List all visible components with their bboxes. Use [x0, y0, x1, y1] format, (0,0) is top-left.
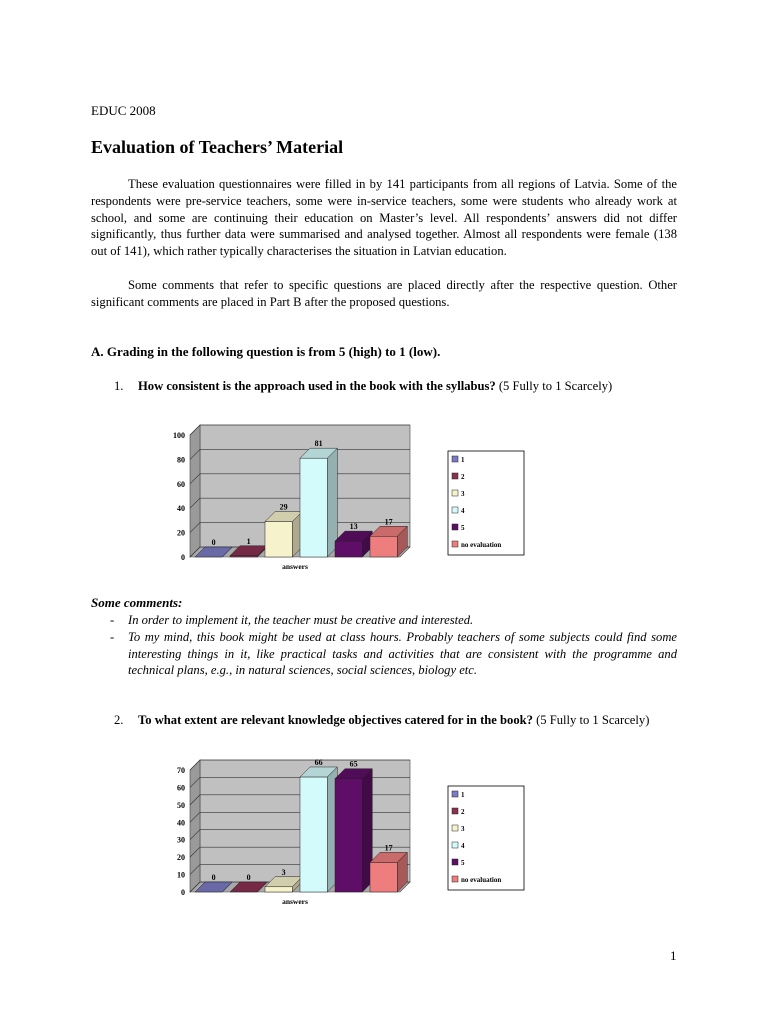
bar-no-evaluation	[370, 536, 397, 557]
legend-label: 3	[461, 825, 465, 833]
question-2	[114, 712, 677, 729]
chart-question-1	[155, 422, 530, 577]
legend-label: 2	[461, 808, 465, 816]
legend-label: 1	[461, 456, 465, 464]
comment-text: To my mind, this book might be used at class hours. Probably teachers of some subjects could find some interesting things in it, like practical tasks and activities that are consistent with the programme and technical plans, e.g., in natural sciences, social sciences, biology etc.	[128, 629, 677, 678]
legend-swatch	[452, 524, 458, 530]
data-label: 3	[281, 867, 286, 877]
data-label: 13	[349, 522, 358, 532]
question-1-scale: (5 Fully to 1 Scarcely)	[495, 379, 613, 393]
data-label: 66	[314, 757, 323, 767]
legend-swatch	[452, 876, 458, 882]
y-tick-label: 70	[177, 766, 185, 775]
bar-4	[300, 777, 327, 892]
x-axis-label: answers	[282, 897, 308, 906]
comment-text: In order to implement it, the teacher must be creative and interested.	[128, 613, 474, 627]
legend-swatch	[452, 859, 458, 865]
page-number: 1	[670, 948, 677, 963]
comments-heading: Some comments:	[91, 595, 183, 610]
bar-3	[265, 522, 292, 557]
question-2-scale: (5 Fully to 1 Scarcely)	[532, 713, 650, 727]
legend-swatch	[452, 842, 458, 848]
question-2-number: 2.	[114, 713, 124, 727]
data-label: 0	[246, 873, 251, 882]
data-label: 17	[384, 517, 393, 527]
comments-list	[110, 612, 677, 679]
chart-question-2	[155, 757, 530, 912]
data-label: 17	[384, 843, 393, 853]
legend-label: no evaluation	[461, 541, 502, 549]
data-label: 1	[246, 536, 251, 546]
legend-label: 4	[461, 507, 465, 515]
legend-swatch	[452, 490, 458, 496]
question-2-text: To what extent are relevant knowledge objectives catered for in the book?	[138, 713, 533, 727]
y-tick-label: 30	[177, 835, 185, 845]
y-tick-label: 10	[177, 870, 185, 880]
chart-side-wall	[190, 760, 200, 892]
question-1-text: How consistent is the approach used in the book with the syllabus?	[138, 379, 496, 393]
legend-swatch	[452, 541, 458, 547]
y-tick-label: 100	[173, 431, 185, 440]
y-tick-label: 40	[177, 504, 185, 514]
y-tick-label: 20	[177, 528, 185, 538]
legend-swatch	[452, 791, 458, 797]
legend-box	[448, 786, 524, 890]
legend-swatch	[452, 456, 458, 462]
data-label: 0	[211, 873, 216, 882]
data-label: 65	[349, 759, 358, 769]
x-axis-label: answers	[282, 562, 308, 571]
question-1	[114, 378, 677, 395]
y-tick-label: 50	[177, 800, 185, 810]
course-code: EDUC 2008	[91, 103, 156, 118]
legend-label: 4	[461, 842, 465, 850]
y-tick-label: 0	[181, 553, 185, 562]
y-tick-label: 0	[181, 888, 185, 897]
comment-item: - In order to implement it, the teacher must be creative and interested.	[110, 613, 474, 627]
intro-paragraph-2: Some comments that refer to specific questions are placed directly after the respective question. Other significant comments are placed in Part B after the proposed questions.	[91, 278, 677, 309]
legend-swatch	[452, 825, 458, 831]
comment-item: - To my mind, this book might be used at class hours. Probably teachers of some subjects could find some interesting things in it, like practical tasks and activities that are consistent with the programme and technical plans, e.g., in natural sciences, social sciences, biology etc.	[110, 629, 677, 678]
legend-label: 5	[461, 524, 465, 532]
legend-label: 1	[461, 791, 465, 799]
data-label: 29	[279, 502, 288, 512]
legend-swatch	[452, 473, 458, 479]
legend-label: 2	[461, 473, 465, 481]
bar-5	[335, 779, 362, 892]
legend-label: 5	[461, 859, 465, 867]
legend-label: no evaluation	[461, 876, 502, 884]
data-label: 0	[211, 538, 216, 547]
legend-swatch	[452, 507, 458, 513]
y-tick-label: 60	[177, 479, 185, 489]
chart-side-wall	[190, 425, 200, 557]
y-tick-label: 20	[177, 853, 185, 863]
bar-no-evaluation	[370, 862, 397, 892]
section-a-heading: A. Grading in the following question is from 5 (high) to 1 (low).	[91, 344, 441, 359]
legend-label: 3	[461, 490, 465, 498]
bar-5	[335, 541, 362, 557]
question-1-number: 1.	[114, 379, 124, 393]
legend-swatch	[452, 808, 458, 814]
intro-paragraph-1: These evaluation questionnaires were filled in by 141 participants from all regions of Latvia. Some of the respondents were pre-service teachers, some were in-service teachers, some were students who already work at school, and some are continuing their education on Master’s level. All respondents’ answers did not differ significantly, thus further data were summarised and analysed together. Almost all respondents were female (138 out of 141), which rather typically characterises the situation in Latvian education.	[91, 177, 677, 259]
data-label: 81	[314, 439, 323, 449]
bar-3	[265, 887, 292, 892]
page-title: Evaluation of Teachers’ Material	[91, 137, 344, 157]
legend-box	[448, 451, 524, 555]
y-tick-label: 40	[177, 818, 185, 828]
y-tick-label: 80	[177, 455, 185, 465]
bar-4	[300, 458, 327, 557]
y-tick-label: 60	[177, 783, 185, 793]
